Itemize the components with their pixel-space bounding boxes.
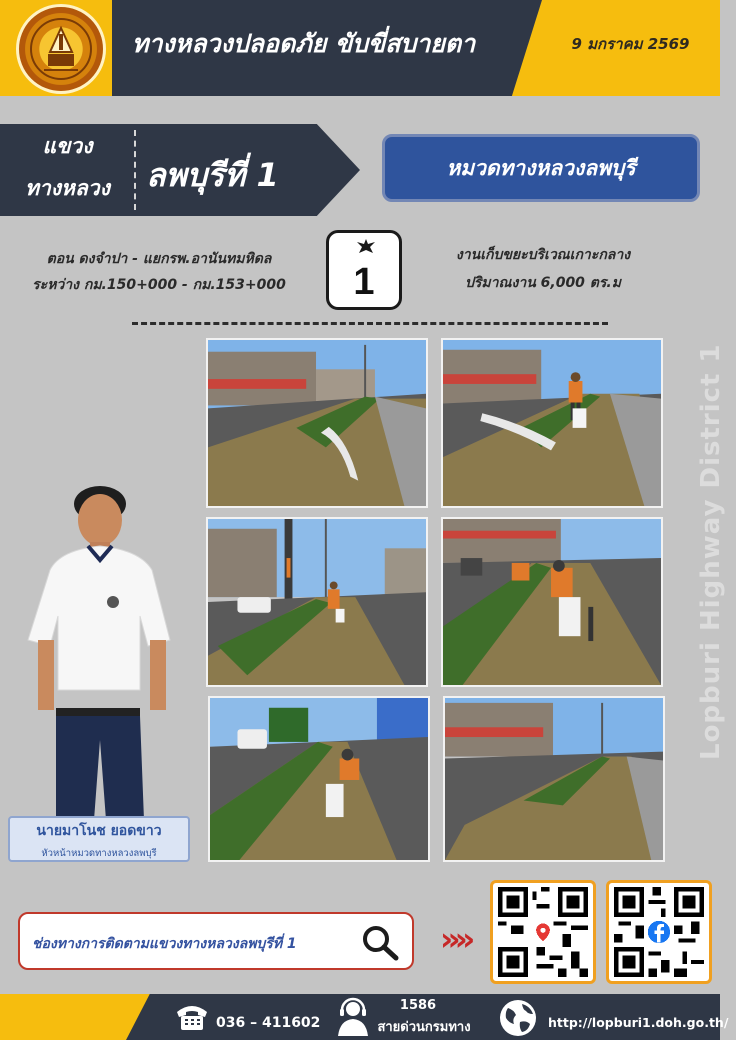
department-logo — [16, 4, 106, 94]
work-description: งานเก็บขยะบริเวณเกาะกลาง — [455, 247, 631, 263]
google-maps-icon — [532, 921, 553, 942]
highway-emblem-icon — [26, 14, 96, 84]
qr-code-facebook[interactable] — [606, 880, 712, 984]
page-title: ทางหลวงปลอดภัย ขับขี่สบายตา — [132, 29, 476, 58]
contact-phone[interactable]: 036 – 411602 — [216, 1015, 321, 1031]
highway-number: 1 — [353, 261, 375, 303]
garuda-icon — [355, 237, 377, 259]
section-badge: หมวดทางหลวงลพบุรี — [382, 134, 700, 202]
search-icon[interactable] — [360, 923, 400, 961]
dashed-divider — [132, 322, 608, 325]
work-photo-1 — [206, 338, 428, 508]
work-photo-3 — [206, 517, 428, 687]
district-label-line2: ทางหลวง — [25, 176, 110, 200]
route-segment: ตอน ดงจำปา - แยกรพ.อานันทมหิดล — [46, 251, 272, 267]
follow-channel-box[interactable] — [18, 912, 414, 970]
work-quantity: ปริมาณงาน 6,000 ตร.ม — [465, 275, 621, 291]
district-name: ลพบุรีที่ 1 — [146, 156, 279, 194]
section-head-caption — [8, 816, 190, 862]
district-watermark: Lopburi Highway District 1 — [696, 343, 726, 760]
work-photo-2 — [441, 338, 663, 508]
route-info — [14, 246, 304, 298]
hotline-label: สายด่วนกรมทาง — [377, 1020, 471, 1035]
route-km-range: ระหว่าง กม.150+000 - กม.153+000 — [32, 277, 286, 293]
work-photo-5 — [208, 696, 430, 862]
globe-icon — [498, 998, 538, 1038]
section-head-portrait — [30, 480, 190, 820]
double-chevron-right-icon: »» — [440, 920, 470, 958]
banner-divider — [134, 130, 136, 210]
work-photo-4 — [441, 517, 663, 687]
facebook-icon — [648, 921, 670, 943]
website-link[interactable]: http://lopburi1.doh.go.th/ — [548, 1015, 729, 1030]
section-head-name: นายมาโนช ยอดขาว — [36, 823, 162, 839]
work-info — [418, 241, 668, 297]
telephone-icon — [174, 1002, 210, 1032]
qr-code-map[interactable] — [490, 880, 596, 984]
follow-channel-text: ช่องทางการติดตามแขวงทางหลวงลพบุรีที่ 1 — [32, 936, 297, 952]
highway-number-sign — [326, 230, 402, 310]
district-label-line1: แขวง — [42, 134, 93, 158]
report-date: 9 มกราคม 2569 — [571, 35, 690, 53]
hotline-number[interactable]: 1586 — [399, 998, 437, 1013]
section-head-title: หัวหน้าหมวดทางหลวงลพบุรี — [41, 848, 157, 859]
work-photo-6 — [443, 696, 665, 862]
call-center-icon — [336, 998, 370, 1036]
